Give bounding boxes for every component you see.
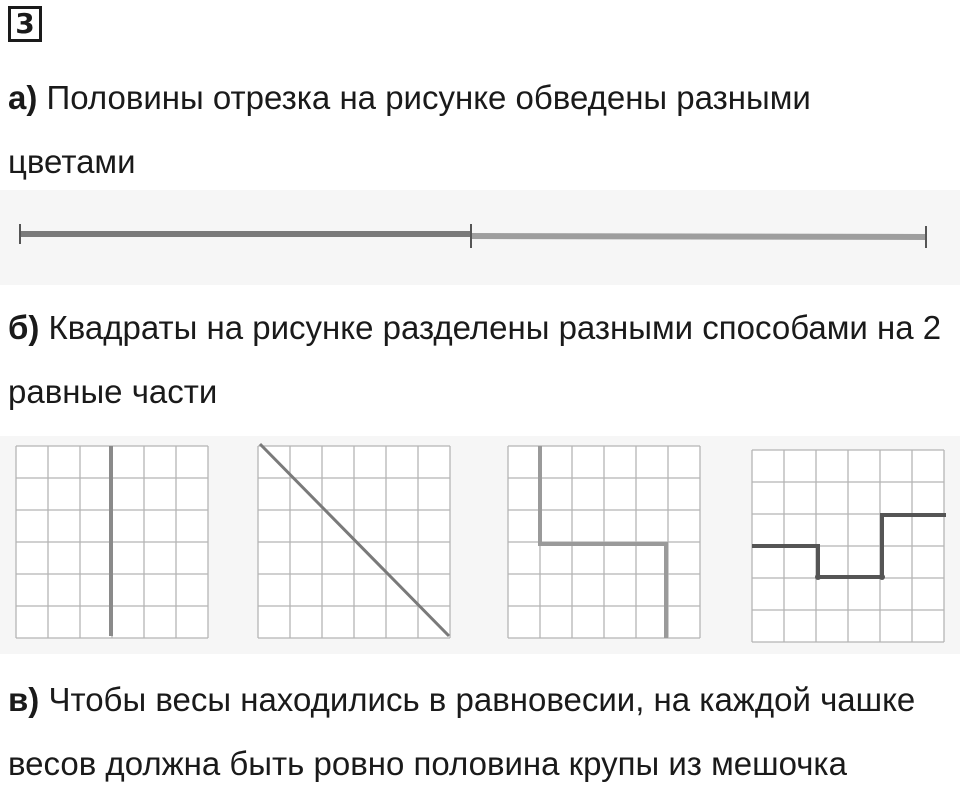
squares-figure <box>0 436 960 654</box>
part-c-line-2 <box>8 744 847 784</box>
part-b-line-2 <box>8 372 217 412</box>
part-b-line-1 <box>8 308 941 348</box>
task-number-box <box>8 6 42 42</box>
part-a-text-1: Половины отрезка на рисунке обведены разными <box>46 79 811 116</box>
part-a-line-1 <box>8 78 811 118</box>
part-b-label: б) <box>8 309 40 346</box>
part-a-label: а) <box>8 79 38 116</box>
divider-step-joint-1 <box>815 574 821 580</box>
part-c-text-2: весов должна быть ровно половина крупы из мешочка <box>8 745 847 782</box>
part-c-line-1 <box>8 680 915 720</box>
part-b-text-2: равные части <box>8 373 218 410</box>
part-c-text-1: Чтобы весы находились в равновесии, на каждой чашке <box>48 681 916 718</box>
part-a-text-2: цветами <box>8 143 136 180</box>
part-b-text-1: Квадраты на рисунке разделены разными способами на 2 <box>48 309 942 346</box>
segment-right-half <box>471 236 926 237</box>
part-a-line-2 <box>8 142 136 182</box>
divider-step-joint-2 <box>879 574 885 580</box>
task-number: 3 <box>15 7 35 40</box>
part-c-label: в) <box>8 681 40 718</box>
segment-figure <box>0 190 960 285</box>
